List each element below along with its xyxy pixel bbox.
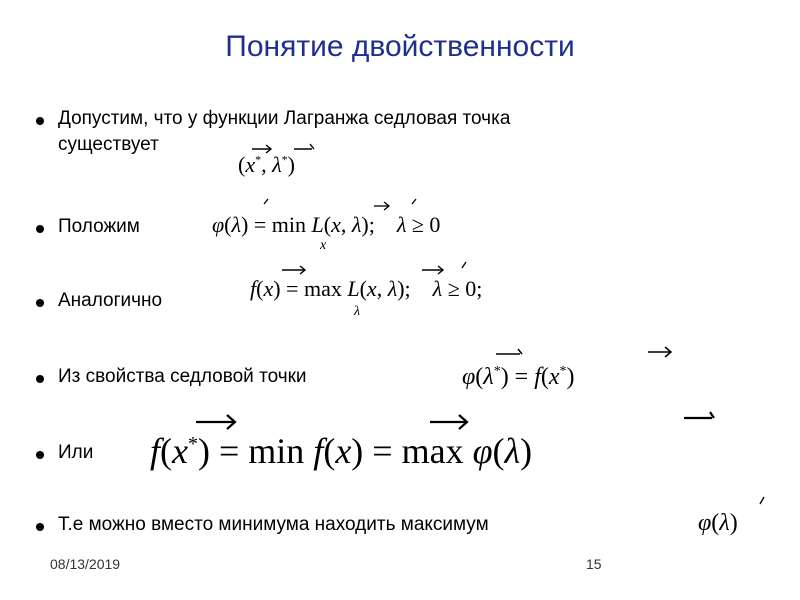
formula-phi-definition	[212, 198, 552, 258]
formula-saddle-equality	[462, 346, 702, 400]
bullet-dot	[36, 225, 44, 233]
formula-saddle-point	[238, 140, 338, 186]
bullet-text: Допустим, что у функции Лагранжа седловая точка	[58, 108, 511, 129]
formula-duality-equality	[150, 408, 750, 486]
vector-arrows	[698, 496, 778, 548]
slide-title: Понятие двойственности	[225, 30, 575, 63]
vector-arrows	[150, 408, 750, 486]
formula-text: φ(λ)	[698, 510, 738, 536]
bullet-text: Или	[58, 442, 94, 463]
footer-date: 08/13/2019	[50, 556, 121, 572]
bullet-item	[58, 366, 307, 388]
bullet-text: Положим	[58, 216, 140, 237]
bullet-text: Т.е можно вместо минимума находить максимум	[58, 514, 489, 535]
formula-text: (x*, λ*)	[238, 152, 295, 177]
formula-text: φ(λ) = min L(x, λ); λ ≥ 0	[212, 212, 441, 237]
bullet-text-continuation: существует	[58, 134, 159, 155]
bullet-item	[58, 514, 489, 536]
formula-subscript: x	[320, 238, 327, 253]
formula-f-definition	[250, 262, 590, 324]
bullet-item	[58, 290, 162, 312]
bullet-item	[58, 216, 140, 238]
bullet-dot	[36, 523, 44, 531]
footer-page-number: 15	[586, 556, 602, 572]
vector-arrows	[238, 140, 338, 186]
formula-text: f(x*) = min f(x) = max φ(λ)	[150, 431, 533, 471]
bullet-dot	[36, 117, 44, 125]
formula-text: φ(λ*) = f(x*)	[462, 364, 575, 390]
formula-text: f(x) = max L(x, λ); λ ≥ 0;	[250, 276, 483, 301]
bullet-text: Аналогично	[58, 290, 163, 311]
bullet-dot	[36, 451, 44, 459]
bullet-dot	[36, 375, 44, 383]
bullet-item	[58, 442, 93, 464]
vector-arrows	[250, 262, 590, 324]
formula-subscript: λ	[354, 304, 361, 319]
bullet-text: Из свойства седловой точки	[58, 366, 307, 387]
vector-arrows	[462, 346, 702, 400]
formula-max-target	[698, 496, 778, 548]
bullet-dot	[36, 299, 44, 307]
vector-arrows	[212, 198, 552, 258]
